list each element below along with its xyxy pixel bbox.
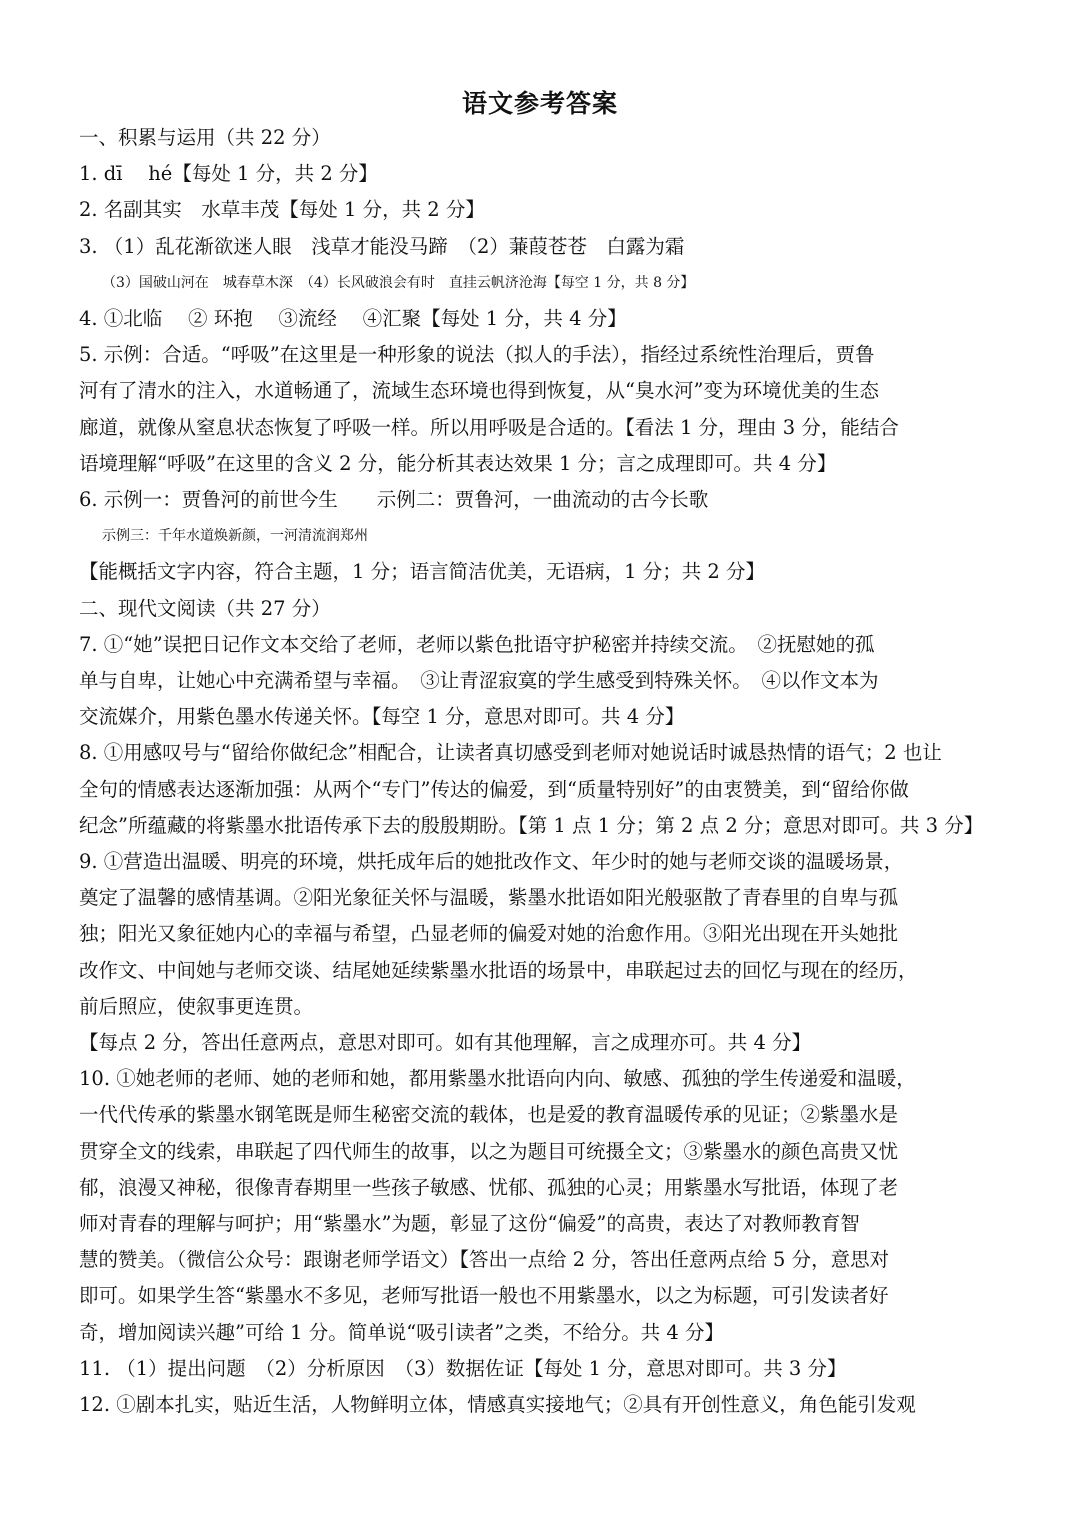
answer-line: 改作文、中间她与老师交谈、结尾她延续紫墨水批语的场景中，串联起过去的回忆与现在的经历， xyxy=(79,958,918,982)
answer-line: 10. ①她老师的老师、她的老师和她，都用紫墨水批语向内向、敏感、孤独的学生传递爱和温暖， xyxy=(79,1067,916,1091)
answer-line: 二、现代文阅读（共 27 分） xyxy=(79,596,331,620)
answer-line: 纪念”所蕴藏的将紫墨水批语传承下去的殷殷期盼。【第 1 点 1 分；第 2 点 2 分；意思对即可。共 3 分】 xyxy=(79,813,984,837)
answer-line: 8. ①用感叹号与“留给你做纪念”相配合，让读者真切感受到老师对她说话时诚恳热情的语气；2 也让 xyxy=(79,741,942,765)
answer-line: 全句的情感表达逐渐加强：从两个“专门”传达的偏爱，到“质量特别好”的由衷赞美，到“留给你做 xyxy=(79,777,909,801)
answer-line: 河有了清水的注入，水道畅通了，流域生态环境也得到恢复，从“臭水河”变为环境优美的生态 xyxy=(79,379,879,403)
answer-line: 语境理解“呼吸”在这里的含义 2 分，能分析其表达效果 1 分；言之成理即可。共 4 分】 xyxy=(79,451,837,475)
answer-line: 郁，浪漫又神秘，很像青春期里一些孩子敏感、忧郁、孤独的心灵；用紫墨水写批语，体现了老 xyxy=(79,1175,899,1199)
answer-line: 师对青春的理解与呵护；用“紫墨水”为题，彰显了这份“偏爱”的高贵，表达了对教师教育智 xyxy=(79,1212,860,1235)
answer-line: 11. （1）提出问题 （2）分析原因 （3）数据佐证【每处 1 分，意思对即可。共 3 分】 xyxy=(79,1356,847,1380)
answer-line: 7. ①“她”误把日记作文本交给了老师，老师以紫色批语守护秘密并持续交流。 ②抚慰她的孤 xyxy=(79,632,875,656)
answer-line: 奇，增加阅读兴趣”可给 1 分。简单说“吸引读者”之类，不给分。共 4 分】 xyxy=(79,1320,725,1344)
answer-line: 5. 示例：合适。“呼吸”在这里是一种形象的说法（拟人的手法），指经过系统性治理后，贾鲁 xyxy=(79,343,875,367)
answer-line: 示例三：千年水道焕新颜，一河清流润郑州 xyxy=(102,528,368,545)
answer-line: 2. 名副其实 水草丰茂【每处 1 分，共 2 分】 xyxy=(79,198,485,222)
answer-line: 单与自卑，让她心中充满希望与幸福。 ③让青涩寂寞的学生感受到特殊关怀。 ④以作文本为 xyxy=(79,669,879,692)
answer-line: 贯穿全文的线索，串联起了四代师生的故事，以之为题目可统摄全文；③紫墨水的颜色高贵又忧 xyxy=(79,1139,899,1163)
answer-line: 4. ①北临 ② 环抱 ③流经 ④汇聚【每处 1 分，共 4 分】 xyxy=(79,307,627,330)
answer-line: 【能概括文字内容，符合主题，1 分；语言简洁优美，无语病，1 分；共 2 分】 xyxy=(79,560,766,584)
answer-line: 独；阳光又象征她内心的幸福与希望，凸显老师的偏爱对她的治愈作用。③阳光出现在开头她批 xyxy=(79,922,899,946)
answer-line: 1. dī hé【每处 1 分，共 2 分】 xyxy=(79,162,378,186)
answer-line: 慧的赞美。（微信公众号：跟谢老师学语文）【答出一点给 2 分，答出任意两点给 5 分，意思对 xyxy=(79,1248,890,1272)
answer-line: 一代代传承的紫墨水钢笔既是师生秘密交流的载体，也是爱的教育温暖传承的见证；②紫墨水是 xyxy=(79,1103,899,1127)
answer-line: 奠定了温馨的感情基调。②阳光象征关怀与温暖，紫墨水批语如阳光般驱散了青春里的自卑与孤 xyxy=(79,886,899,910)
answer-line: 6. 示例一：贾鲁河的前世今生 示例二：贾鲁河，一曲流动的古今长歌 xyxy=(79,488,709,511)
answer-line: 一、积累与运用（共 22 分） xyxy=(79,126,331,149)
answer-line: 交流媒介，用紫色墨水传递关怀。【每空 1 分，意思对即可。共 4 分】 xyxy=(79,705,685,729)
answer-line: 12. ①剧本扎实，贴近生活，人物鲜明立体，情感真实接地气；②具有开创性意义，角色能引发观 xyxy=(79,1393,916,1416)
answer-line: （3）国破山河在 城春草木深 （4）长风破浪会有时 直挂云帆济沧海【每空 1 分，共 8 分】 xyxy=(102,274,695,291)
answer-line: 3. （1）乱花渐欲迷人眼 浅草才能没马蹄 （2）蒹葭苍苍 白露为霜 xyxy=(79,234,685,258)
page-title: 语文参考答案 xyxy=(461,89,618,118)
answer-line: 【每点 2 分，答出任意两点，意思对即可。如有其他理解，言之成理亦可。共 4 分】 xyxy=(79,1031,812,1054)
answer-line: 即可。如果学生答“紫墨水不多见，老师写批语一般也不用紫墨水，以之为标题，可引发读者好 xyxy=(79,1284,889,1308)
answer-line: 9. ①营造出温暖、明亮的环境，烘托成年后的她批改作文、年少时的她与老师交谈的温暖场景， xyxy=(79,850,904,873)
answer-line: 前后照应，使叙事更连贯。 xyxy=(79,994,314,1018)
answer-line: 廊道，就像从窒息状态恢复了呼吸一样。所以用呼吸是合适的。【看法 1 分，理由 3 分，能结合 xyxy=(79,415,899,439)
